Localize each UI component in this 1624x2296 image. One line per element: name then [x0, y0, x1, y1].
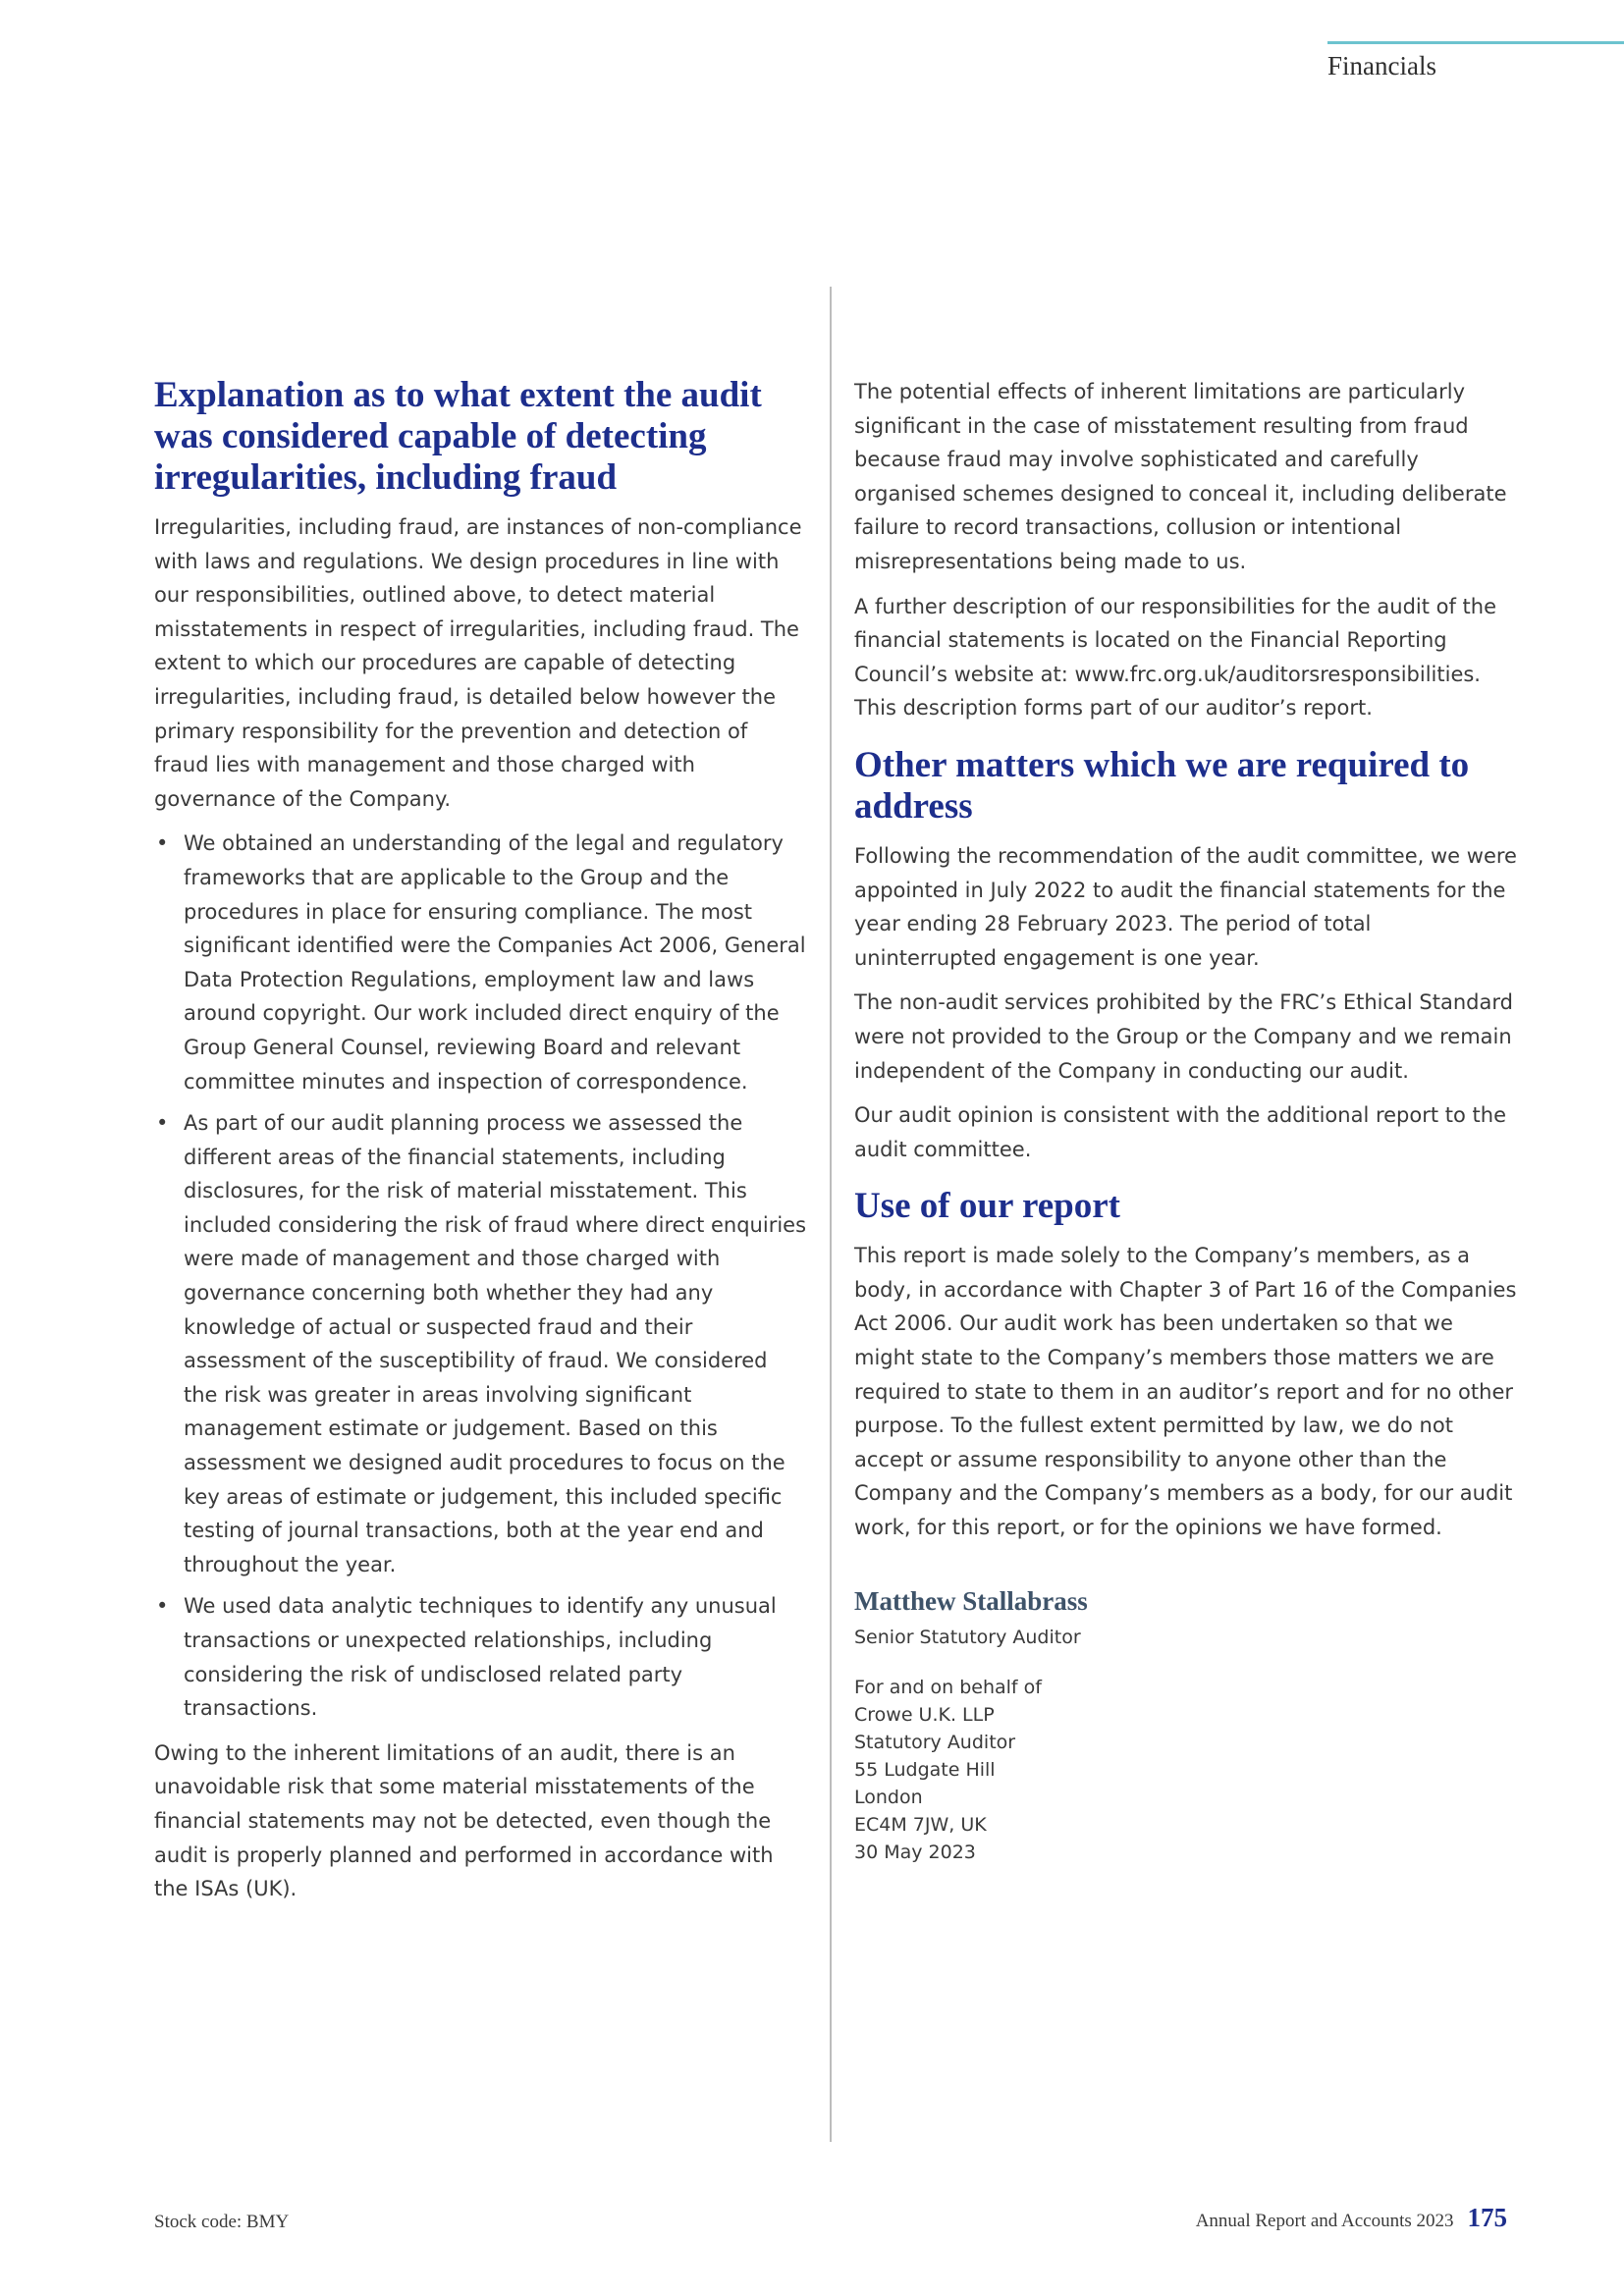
signatory-role: Senior Statutory Auditor	[854, 1626, 1081, 1648]
address-line: Crowe U.K. LLP	[854, 1703, 995, 1726]
list-item	[154, 1589, 807, 1725]
list-item-text: We obtained an understanding of the legal and regulatory frameworks that are applicable to the Group and the procedures in place for ensuring compliance. The most significant identified were the Companies Act 2006, General Data Protection Regulations, employment law and laws around copyright. Our work included direct enquiry of the Group General Counsel, reviewing Board and relevant committee minutes and inspection of correspondence.	[184, 831, 806, 1094]
signatory-name: Matthew Stallabrass	[854, 1585, 1088, 1616]
list-item-text: We used data analytic techniques to identify any unusual transactions or unexpected relationships, including considering the risk of undisclosed related party transactions.	[184, 1594, 777, 1721]
header-accent-rule	[1327, 41, 1624, 44]
procedures-list	[154, 827, 807, 1725]
list-item-text: As part of our audit planning process we assessed the different areas of the financial statements, including disclosures, for the risk of material misstatement. This included considering the risk of fraud where direct enquiries were made of management and those charged with governance concerning both whether they had any knowledge of actual or suspected fraud and their assessment of the susceptibility of fraud. We considered the risk was greater in areas involving significant management estimate or judgement. Based on this assessment we designed audit procedures to focus on the key areas of estimate or judgement, this included specific testing of journal transactions, both at the year end and throughout the year.	[184, 1111, 807, 1576]
list-item	[154, 827, 807, 1098]
signatory-block	[854, 1586, 1517, 1866]
address-line: For and on behalf of	[854, 1676, 1042, 1698]
address-line: EC4M 7JW, UK	[854, 1813, 987, 1836]
footer-right	[1196, 2203, 1507, 2233]
responsibilities-note: This description forms part of our auditor’s report.	[854, 696, 1373, 721]
independence-paragraph: The non-audit services prohibited by the FRC’s Ethical Standard were not provided to the Group or the Company and we remain independent of the Company in conducting our audit.	[854, 990, 1513, 1083]
responsibilities-text: A further description of our responsibilities for the audit of the financial statements is located on the Financial Reporting Council’s website at: www.frc.org.uk/auditorsresponsibilities.	[854, 594, 1497, 686]
section-label: Financials	[1327, 51, 1436, 80]
section-heading-other-matters: Other matters which we are required to address	[854, 744, 1470, 827]
footer-stock-code: Stock code: BMY	[154, 2212, 290, 2232]
bullet-icon: •	[156, 1111, 169, 1136]
address-line: 55 Ludgate Hill	[854, 1758, 996, 1781]
right-column	[854, 375, 1517, 1866]
footer-report-title: Annual Report and Accounts 2023	[1195, 2211, 1454, 2231]
bullet-icon: •	[156, 831, 169, 856]
responsibilities-paragraph	[854, 590, 1517, 725]
address-line: London	[854, 1786, 923, 1808]
address-line: Statutory Auditor	[854, 1731, 1016, 1753]
page-number: 175	[1467, 2203, 1507, 2232]
intro-paragraph: Irregularities, including fraud, are instances of non-compliance with laws and regulations. We design procedures in line with our responsibilities, outlined above, to detect material misstatements in respect of irregularities, including fraud. The extent to which our procedures are capable of detecting irregularities, including fraud, is detailed below however the primary responsibility for the prevention and detection of fraud lies with management and those charged with governance of the Company.	[154, 515, 802, 811]
closing-paragraph: Owing to the inherent limitations of an audit, there is an unavoidable risk that some material misstatements of the financial statements may not be detected, even though the audit is properly planned and performed in accordance with the ISAs (UK).	[154, 1740, 774, 1901]
appointment-paragraph: Following the recommendation of the audit committee, we were appointed in July 2022 to audit the financial statements for the year ending 28 February 2023. The period of total uninterrupted engagement is one year.	[854, 843, 1517, 970]
opinion-paragraph: Our audit opinion is consistent with the additional report to the audit committee.	[854, 1103, 1507, 1161]
use-of-report-paragraph: This report is made solely to the Company’s members, as a body, in accordance with Chapter 3 of Part 16 of the Companies Act 2006. Our audit work has been undertaken so that we might state to the Company’s members those matters we are required to state to them in an auditor’s report and for no other purpose. To the fullest extent permitted by law, we do not accept or assume responsibility to anyone other than the Company and the Company’s members as a body, for our audit work, for this report, or for the opinions we have formed.	[854, 1244, 1517, 1540]
section-heading-use-of-report: Use of our report	[854, 1186, 1120, 1227]
bullet-icon: •	[156, 1594, 169, 1619]
column-divider	[830, 287, 832, 2142]
section-heading-irregularities: Explanation as to what extent the audit was considered capable of detecting irregularities, including fraud	[154, 375, 762, 498]
left-column	[154, 375, 807, 1917]
address-line: 30 May 2023	[854, 1841, 976, 1863]
limitations-paragraph: The potential effects of inherent limitations are particularly significant in the case of misstatement resulting from fraud because fraud may involve sophisticated and carefully organised schemes designed to conceal it, including deliberate failure to record transactions, collusion or intentional misrepresentations being made to us.	[854, 380, 1507, 573]
signatory-address	[854, 1674, 1517, 1866]
list-item	[154, 1106, 807, 1581]
